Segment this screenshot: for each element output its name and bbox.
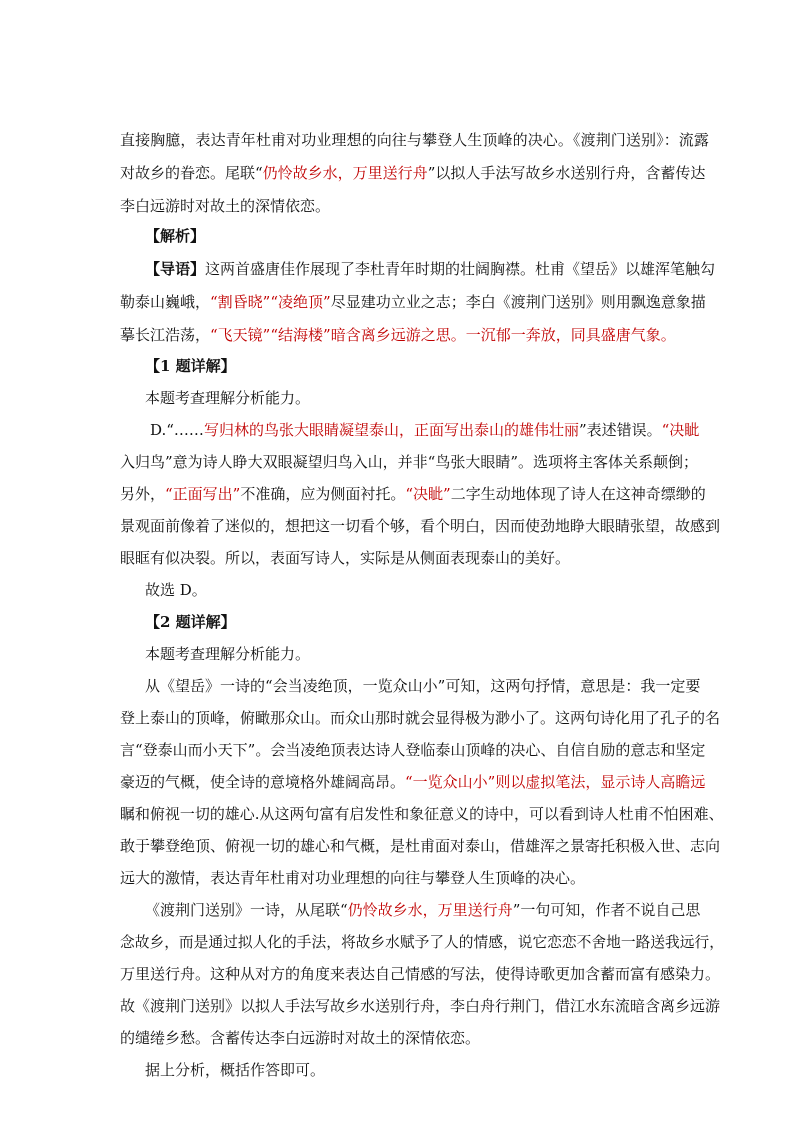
text-line: 本题考查理解分析能力。 bbox=[145, 645, 311, 663]
text-line: 《渡荆门送别》一诗，从尾联“仍怜故乡水，万里送行舟”一句可知，作者不说自己思 bbox=[145, 901, 701, 919]
text-line: 李白远游时对故土的深情依恋。 bbox=[120, 197, 331, 215]
section-heading-q2: 【2 题详解】 bbox=[145, 613, 236, 631]
text-line: 勒泰山巍峨，“割昏晓”“凌绝顶”尽显建功立业之志；李白《渡荆门送别》则用飘逸意象描 bbox=[120, 293, 706, 311]
section-heading-analysis: 【解析】 bbox=[145, 227, 206, 245]
text-line: 景观面前像着了迷似的，想把这一切看个够，看个明白，因而使劲地睁大眼睛张望，故感到 bbox=[120, 517, 721, 535]
text-line: 从《望岳》一诗的“会当凌绝顶，一览众山小”可知，这两句抒情，意思是：我一定要 bbox=[145, 677, 701, 695]
text-line: 对故乡的眷恋。尾联“仍怜故乡水，万里送行舟”以拟人手法写故乡水送别行舟，含蓄传达 bbox=[120, 164, 706, 182]
text-line: 登上泰山的顶峰，俯瞰那众山。而众山那时就会显得极为渺小了。这两句诗化用了孔子的名 bbox=[120, 709, 721, 727]
text-line: 另外，“正面写出”不准确，应为侧面衬托。“决眦”二字生动地体现了诗人在这神奇缥缈的 bbox=[120, 485, 706, 503]
text-line: 眼眶有似决裂。所以，表面写诗人，实际是从侧面表现泰山的美好。 bbox=[120, 549, 571, 567]
text-line: 【导语】这两首盛唐佳作展现了李杜青年时期的壮阔胸襟。杜甫《望岳》以雄浑笔触勾 bbox=[145, 260, 716, 278]
text-line: D.“……写归林的鸟张大眼睛凝望泰山，正面写出泰山的雄伟壮丽”表述错误。“决眦 bbox=[150, 421, 700, 439]
text-line: 摹长江浩荡，“飞天镜”“结海楼”暗含离乡远游之思。一沉郁一奔放，同具盛唐气象。 bbox=[120, 326, 676, 344]
text-line: 豪迈的气概，使全诗的意境格外雄阔高昂。“一览众山小”则以虚拟笔法，显示诗人高瞻远 bbox=[120, 773, 706, 791]
text-line: 远大的激情，表达青年杜甫对功业理想的向往与攀登人生顶峰的决心。 bbox=[120, 869, 586, 887]
text-line: 敢于攀登绝顶、俯视一切的雄心和气概，是杜甫面对泰山，借雄浑之景寄托积极入世、志向 bbox=[120, 837, 721, 855]
text-line: 言“登泰山而小天下”。会当凌绝顶表达诗人登临泰山顶峰的决心、自信自励的意志和坚定 bbox=[120, 741, 706, 759]
text-line: 念故乡，而是通过拟人化的手法，将故乡水赋予了人的情感，说它恋恋不舍地一路送我远行， bbox=[120, 933, 724, 951]
text-line: 入归鸟”意为诗人睁大双眼凝望归鸟入山，并非“鸟张大眼睛”。选项将主客体关系颠倒； bbox=[120, 453, 699, 471]
section-heading-q1: 【1 题详解】 bbox=[145, 357, 236, 375]
text-line: 瞩和俯视一切的雄心.从这两句富有启发性和象征意义的诗中，可以看到诗人杜甫不怕困难、 bbox=[120, 805, 724, 823]
text-line: 直接胸臆，表达青年杜甫对功业理想的向往与攀登人生顶峰的决心。《渡荆门送别》：流露 bbox=[120, 131, 710, 149]
text-line: 故《渡荆门送别》以拟人手法写故乡水送别行舟，李白舟行荆门，借江水东流暗含离乡远游 bbox=[120, 997, 721, 1015]
text-line: 据上分析，概括作答即可。 bbox=[145, 1061, 326, 1079]
text-line: 故选 D。 bbox=[145, 581, 207, 599]
text-line: 的缱绻乡愁。含蓄传达李白远游时对故土的深情依恋。 bbox=[120, 1029, 481, 1047]
text-line: 本题考查理解分析能力。 bbox=[145, 389, 311, 407]
text-line: 万里送行舟。这种从对方的角度来表达自己情感的写法，使得诗歌更加含蓄而富有感染力。 bbox=[120, 965, 721, 983]
